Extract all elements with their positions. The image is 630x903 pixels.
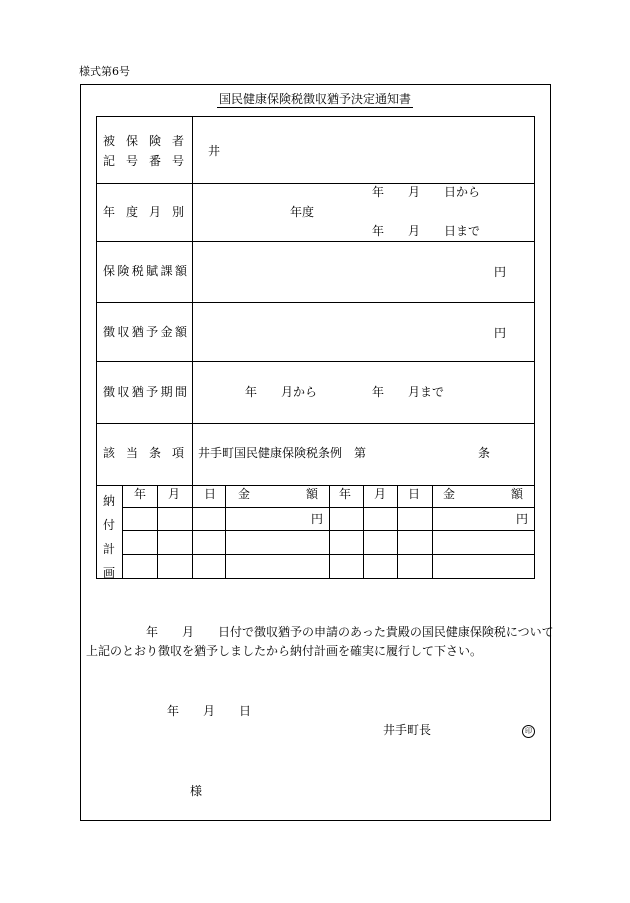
label-char: 度 [125,205,138,219]
label-char: 号 [125,154,138,168]
plan-col-divider [329,485,330,578]
plan-header-amount-a-2: 金 [443,487,456,501]
form-number: 様式第6号 [79,65,130,78]
plan-row-divider [122,530,534,531]
label-char: 課 [160,264,173,278]
label-char: 収 [117,385,130,399]
plan-header-year: 年 [134,487,147,501]
label-char: 当 [125,446,138,460]
body-text-line2: 上記のとおり徴収を猶予しましたから納付計画を確実に履行して下さい。 [86,644,483,658]
plan-col-divider [432,485,433,578]
label-char: 税 [131,264,144,278]
payment-plan-label: 納付計画 [102,494,115,580]
label-char: 被 [103,134,116,148]
label-char: 期 [160,385,173,399]
label-char: 保 [103,264,116,278]
tax-amount-label [103,265,187,277]
label-char: 賦 [146,264,159,278]
label-char: 番 [148,154,161,168]
row-divider [97,183,534,184]
insured-label-line1 [103,135,184,147]
body-text-line1: 年 月 日付で徴収猶予の申請のあった貴殿の国民健康保険税について [146,625,554,639]
label-char: 記 [103,154,116,168]
label-char: 額 [174,264,187,278]
label-char: 猶 [131,385,144,399]
plan-col-divider [363,485,364,578]
label-char: 徴 [103,385,116,399]
fiscal-year-label [103,206,184,218]
label-char: 号 [171,154,184,168]
column-divider [192,117,193,485]
label-char: 者 [171,134,184,148]
plan-unit-right: 円 [516,512,529,526]
plan-header-amount-b-2: 額 [511,487,524,501]
row-divider [97,302,534,303]
insured-number-prefix: 井 [208,144,221,158]
label-char: 徴 [103,325,116,339]
mayor-title: 井手町長 [383,723,432,737]
seal-mark-icon: 印 [522,725,535,738]
deferral-period-label [103,386,187,398]
label-char: 項 [171,446,184,460]
plan-header-amount-b: 額 [306,487,319,501]
deferral-amount-unit: 円 [494,326,507,340]
plan-header-month: 月 [168,487,181,501]
label-char: 収 [117,325,130,339]
plan-header-day: 日 [204,487,217,501]
document-title: 国民健康保険税徴収猶予決定通知書 [218,92,411,106]
plan-col-divider [192,485,193,578]
clause-label [103,447,184,459]
deferral-amount-label [103,326,187,338]
label-char: 間 [174,385,187,399]
label-char: 月 [148,205,161,219]
row-divider [97,241,534,242]
label-char: 年 [103,205,116,219]
plan-row-divider [122,507,534,508]
tax-amount-unit: 円 [494,265,507,279]
label-char: 猶 [131,325,144,339]
label-char: 保 [125,134,138,148]
row-divider [97,423,534,424]
plan-header-year-2: 年 [339,487,352,501]
plan-col-divider [122,485,123,578]
label-char: 額 [174,325,187,339]
ordinance-text: 井手町国民健康保険税条例 第 [198,446,367,460]
label-char: 予 [146,325,159,339]
deferral-period-to: 年 月まで [372,385,445,399]
label-char: 条 [148,446,161,460]
plan-col-divider [157,485,158,578]
plan-col-divider [397,485,398,578]
plan-header-month-2: 月 [374,487,387,501]
row-divider [97,485,534,486]
label-char: 険 [148,134,161,148]
addressee-suffix: 様 [190,784,203,798]
plan-row-divider [122,554,534,555]
deferral-period-from: 年 月から [245,385,318,399]
fiscal-period-from: 年 月 日から [372,185,481,199]
plan-header-amount-a: 金 [238,487,251,501]
fiscal-year-suffix: 年度 [290,205,315,219]
row-divider [97,361,534,362]
insured-label-line2 [103,155,184,167]
label-char: 険 [117,264,130,278]
issue-date: 年 月 日 [167,704,252,718]
plan-header-day-2: 日 [408,487,421,501]
plan-col-divider [225,485,226,578]
label-char: 予 [146,385,159,399]
fiscal-period-to: 年 月 日まで [372,224,481,238]
label-char: 別 [171,205,184,219]
label-char: 該 [103,446,116,460]
plan-unit-left: 円 [311,512,324,526]
label-char: 金 [160,325,173,339]
article-suffix: 条 [478,446,491,460]
